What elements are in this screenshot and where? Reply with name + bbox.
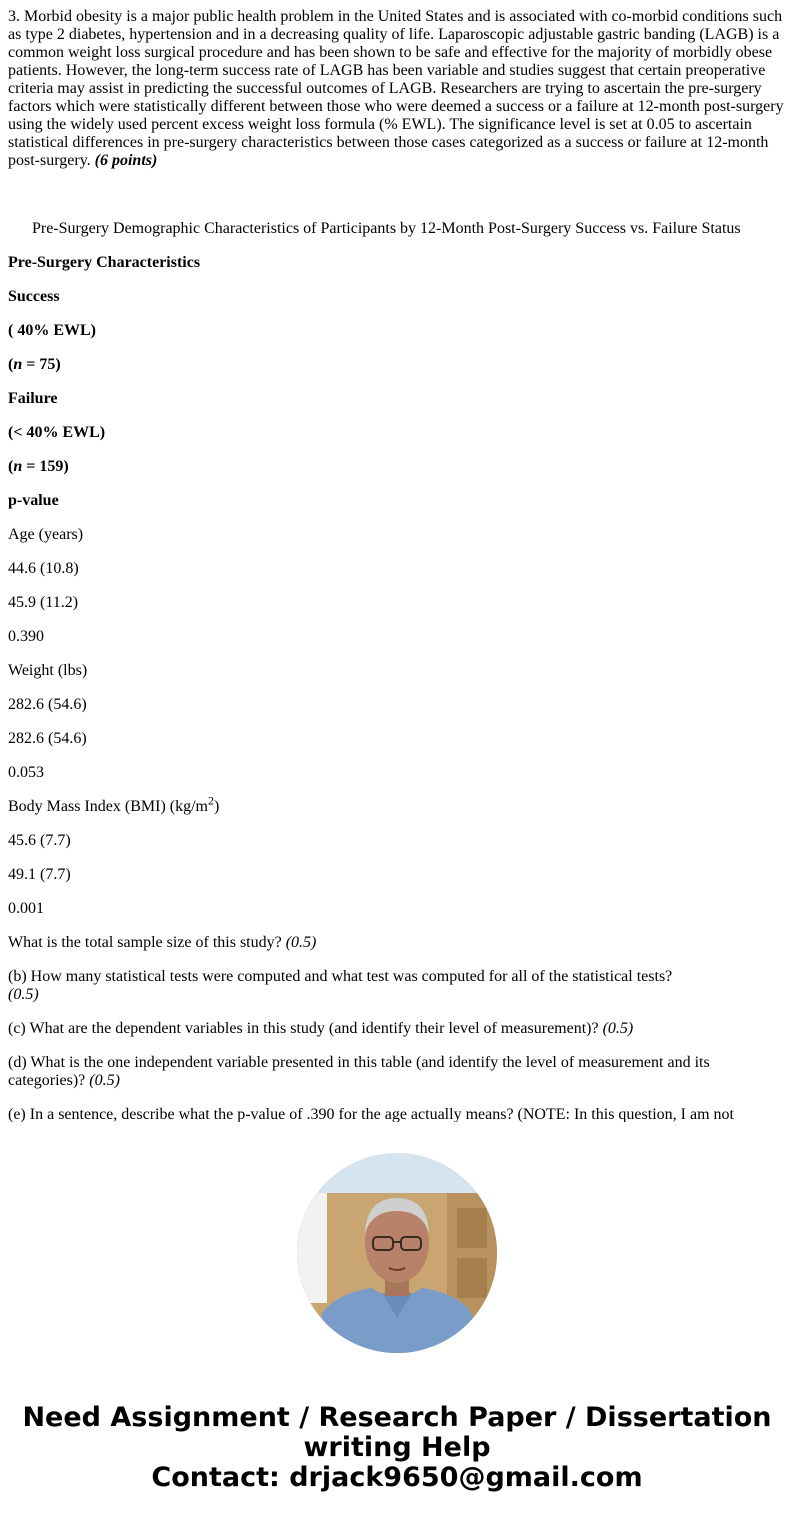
header-failure-criteria: (< 40% EWL) [8,424,106,441]
footer-line-2: writing Help [303,1432,491,1463]
header-failure: Failure [8,390,58,407]
subquestion-c: (c) What are the dependent variables in this study (and identify their level of measurement)? (0.5) [8,1020,634,1037]
row-age-label: Age (years) [8,526,84,543]
question-paragraph [8,8,786,170]
question-points: (6 points) [94,152,158,169]
subquestion-e: (e) In a sentence, describe what the p-value of .390 for the age actually means? (NOTE: In this question, I am not [8,1106,734,1122]
row-weight-success: 282.6 (54.6) [8,696,87,713]
header-characteristics: Pre-Surgery Characteristics [8,254,201,271]
row-weight-pvalue: 0.053 [8,764,44,781]
header-success-n: (n = 75) [8,356,61,373]
row-bmi-success: 45.6 (7.7) [8,832,71,849]
avatar-portrait [297,1153,497,1353]
row-age-pvalue: 0.390 [8,628,44,645]
subquestion-b: (b) How many statistical tests were computed and what test was computed for all of the statistical tests? (0.5) [8,968,673,1003]
header-success: Success [8,288,60,305]
row-bmi-pvalue: 0.001 [8,900,44,917]
header-success-criteria: ( 40% EWL) [8,322,96,339]
row-age-success: 44.6 (10.8) [8,560,79,577]
header-pvalue: p-value [8,492,59,509]
avatar [297,1153,497,1353]
table-caption: Pre-Surgery Demographic Characteristics of Participants by 12-Month Post-Surgery Success vs. Failure Status [32,220,741,237]
row-weight-failure: 282.6 (54.6) [8,730,87,747]
row-weight-label: Weight (lbs) [8,662,88,679]
document-body [8,8,786,1122]
header-failure-n: (n = 159) [8,458,69,475]
row-bmi-label: Body Mass Index (BMI) $(kg/m^2)$ [8,793,220,815]
row-bmi-failure: 49.1 (7.7) [8,866,71,883]
footer-line-1: Need Assignment / Research Paper / Dissertation [22,1402,772,1433]
question-text: 3. Morbid obesity is a major public health problem in the United States and is associated with co-morbid conditions such as type 2 diabetes, hypertension and in a decreasing quality of life. Laparoscopic adjustable gastric banding (LAGB) is a common weight loss surgical procedure and has been shown to be safe and effective for the majority of morbidly obese patients. However, the long-term success rate of LAGB has been variable and studies suggest that certain preoperative criteria may assist in predicting the successful outcomes of LAGB. Researchers are trying to ascertain the pre-surgery factors which were statistically different between those who were deemed a success or a failure at 12-month post-surgery using the widely used percent excess weight loss formula (% EWL). The significance level is set at 0.05 to ascertain statistical differences in pre-surgery characteristics between those cases categorized as a success or failure at 12-month post-surgery. [8,8,784,169]
subquestion-d: (d) What is the one independent variable presented in this table (and identify the level of measurement and its categories)? (0.5) [8,1054,710,1089]
footer-banner [0,1403,794,1493]
row-age-failure: 45.9 (11.2) [8,594,79,611]
footer-contact: Contact: drjack9650@gmail.com [151,1462,643,1493]
subquestion-a: What is the total sample size of this study? (0.5) [8,934,317,951]
